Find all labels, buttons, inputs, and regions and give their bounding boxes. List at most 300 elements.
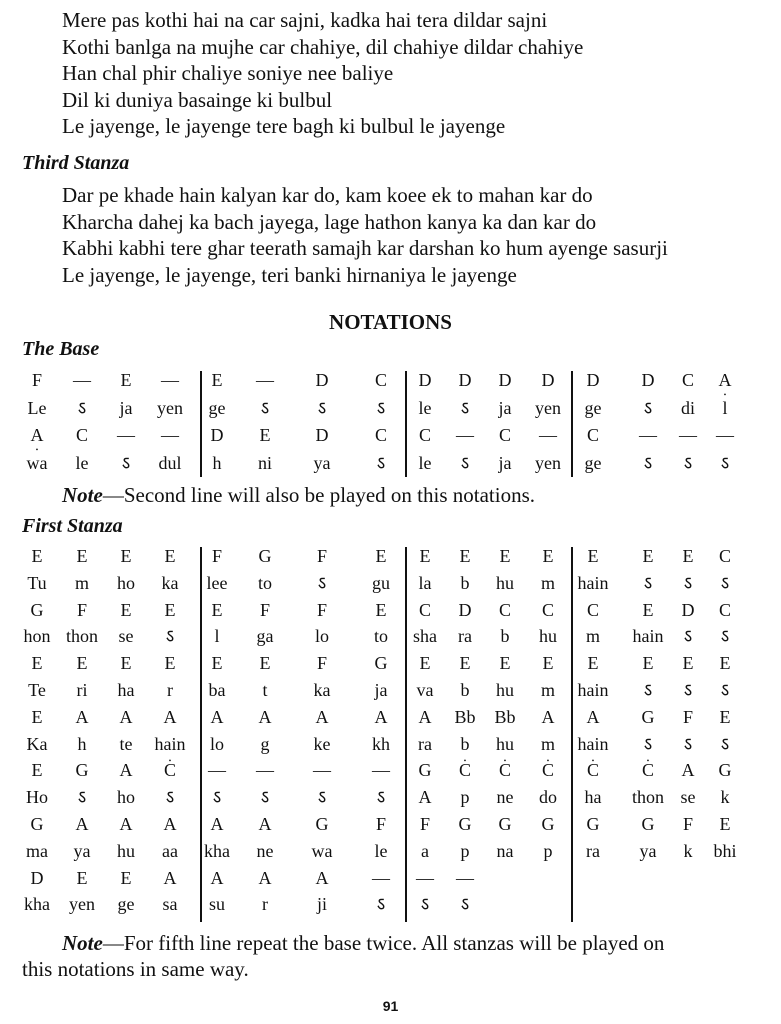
syllable-cell: ऽ [260,787,270,808]
syllable-cell: le [418,397,432,418]
bar-line [200,547,202,922]
syllable-cell: hain [632,626,664,647]
note-cell: Bb [454,706,476,727]
note-cell: C [718,599,731,620]
note-cell: A [586,706,600,727]
syllable-cell: ya [313,452,331,473]
syllable-cell: bhi [713,840,737,861]
note-cell: E [76,546,88,566]
note-cell: F [316,599,327,620]
syllable-cell: ऽ [317,397,327,418]
syllable-cell: ऽ [420,894,430,915]
note-cell: D [30,867,44,888]
note-cell: — [256,370,274,390]
note-cell: E [120,546,132,566]
note-cell: • C [523,757,573,783]
note-cell: A [119,760,133,781]
syllable-cell: Le [27,397,47,418]
syllable-cell: m [585,626,600,647]
syllable-cell: Ho [26,787,48,808]
syllable-cell: ha [584,787,602,808]
note-label: Note [62,931,103,955]
syllables-row [0,395,781,421]
syllable-cell: a [421,840,429,861]
note-cell: E [542,653,554,674]
syllable-cell: A [418,787,432,808]
bar-line [571,547,573,922]
third-stanza-heading: Third Stanza [22,152,130,174]
note-cell: E [459,546,471,566]
syllable-cell: p [460,840,470,861]
syllable-cell: kha [204,840,230,861]
lyric-line: Dar pe khade hain kalyan kar do, kam koee ek to mahan kar do [62,183,593,207]
syllable-cell: l [722,397,728,418]
syllable-cell: ja [374,680,388,700]
syllable-cell: ऽ [720,572,730,593]
note-cell: D [458,370,472,390]
syllable-cell: ऽ [165,787,175,808]
syllable-cell: ja [119,397,133,418]
syllable-cell: ऽ [460,894,470,915]
syllable-cell: ऽ [683,733,693,754]
note-cell: E [642,599,654,620]
note-cell: E [31,760,43,781]
syllable-cell: ऽ [77,397,87,418]
notes-row [0,650,781,676]
note-cell: A [163,814,177,834]
syllable-cell: Tu [27,572,47,593]
note-cell: E [211,599,223,620]
syllable-cell: l [214,626,220,647]
note-cell: E [587,653,599,674]
note-cell: F [419,814,430,834]
lyric-line: Han chal phir chaliye soniye nee baliye [62,61,394,85]
syllable-cell: b [460,680,470,700]
note-text: —For fifth line repeat the base twice. All stanzas will be played on [102,931,665,955]
syllable-cell: b [460,733,470,754]
syllable-cell: gu [372,572,390,593]
notes-row [0,543,781,569]
syllable-cell: ge [117,894,135,915]
syllable-cell: yen [69,894,95,915]
syllable-cell: ऽ [376,894,386,915]
page-number: 91 [382,998,399,1014]
syllable-cell: thon [65,626,98,647]
syllable-cell: di [680,397,695,418]
note-cell: • C [440,757,490,783]
note-cell: G [458,814,472,834]
syllable-cell: ho [117,787,135,808]
syllable-cell: ya [639,840,657,861]
syllable-cell: ऽ [317,572,327,593]
syllable-cell: ऽ [643,680,653,700]
syllable-cell: hain [154,733,186,754]
note-cell: C [586,425,599,445]
note-cell: F [682,706,693,727]
note-cell: — [456,867,474,888]
note-cell: G [315,814,329,834]
note-cell: — [679,425,697,445]
syllables-row [0,891,781,917]
note-cell: E [587,546,599,566]
note-cell: E [499,546,511,566]
note-cell: — [208,760,226,781]
syllable-cell: hu [117,840,135,861]
syllable-cell: ऽ [720,680,730,700]
syllable-cell: sha [413,626,437,647]
syllable-cell: ra [586,840,600,861]
note-cell: E [682,546,694,566]
note-cell: D [641,370,655,390]
syllable-cell: h [212,452,222,473]
note-cell: A [163,867,177,888]
notes-row [0,597,781,623]
syllable-cell: ra [418,733,432,754]
note-cell: G [641,814,655,834]
lyric-line: Kabhi kabhi tere ghar teerath samajh kar darshan ko hum ayenge sasurji [62,236,668,260]
note-cell: C [541,599,554,620]
syllable-cell: na [496,840,514,861]
note-cell: G [641,706,655,727]
syllable-cell: ke [313,733,331,754]
note-cell: • C [480,757,530,783]
note-cell: C [498,425,511,445]
syllable-cell: yen [535,397,561,418]
syllable-cell: va [416,680,434,700]
note-cell: D [210,425,224,445]
syllable-cell: ऽ [317,787,327,808]
note-cell: E [31,653,43,674]
note-cell: A [681,760,695,781]
syllable-cell: kh [372,733,390,754]
syllable-cell: wa [26,452,48,473]
note-cell: G [718,760,732,781]
syllable-cell: se [118,626,134,647]
first-stanza-note [62,930,664,956]
note-cell: A [163,706,177,727]
syllable-cell: hu [496,680,514,700]
note-cell: A [119,814,133,834]
note-cell: F [31,370,42,390]
syllable-cell: ji [316,894,327,915]
syllable-cell: hain [577,680,609,700]
syllable-cell: b [460,572,470,593]
syllable-cell: wa [311,840,333,861]
note-cell: Bb [494,706,516,727]
syllable-cell: m [540,572,555,593]
bar-line [405,547,407,922]
syllable-cell: r [262,894,268,915]
note-cell: A [374,706,388,727]
note-cell: E [120,599,132,620]
syllable-cell: m [540,680,555,700]
note-cell: G [418,760,432,781]
note-cell: D [418,370,432,390]
syllable-cell: g [260,733,270,754]
note-cell: E [164,599,176,620]
note-cell: D [458,599,472,620]
syllable-cell: ge [584,452,602,473]
syllable-cell: thon [631,787,664,808]
note-cell: G [30,599,44,620]
note-cell: — [639,425,657,445]
note-cell: E [642,653,654,674]
syllable-cell: ऽ [376,452,386,473]
note-cell: — [456,425,474,445]
note-cell: E [76,867,88,888]
syllable-cell: ma [26,840,48,861]
note-cell: F [211,546,222,566]
syllable-cell: su [208,894,225,915]
notes-row [0,865,781,891]
syllables-row [0,450,781,476]
syllable-cell: t [262,680,268,700]
note-cell: F [259,599,270,620]
note-cell: A • [12,422,62,448]
first-stanza-note-cont: this notations in same way. [22,957,249,981]
syllable-cell: ge [208,397,226,418]
note-cell: — [313,760,331,781]
syllable-cell: ya [73,840,91,861]
note-cell: • C [623,757,673,783]
note-cell: E [31,546,43,566]
syllable-cell: ba [208,680,226,700]
note-cell: E [419,546,431,566]
syllable-cell: lee [206,572,228,593]
note-cell: A • [700,367,750,393]
syllable-cell: ho [117,572,135,593]
note-cell: E [120,653,132,674]
syllable-cell: hu [496,572,514,593]
note-cell: E [164,653,176,674]
note-cell: E [211,370,223,390]
syllable-cell: b [500,626,510,647]
syllable-cell: le [75,452,89,473]
note-cell: E [719,653,731,674]
note-cell: D [541,370,555,390]
syllable-cell: m [74,572,89,593]
syllable-cell: ऽ [643,452,653,473]
syllable-cell: yen [157,397,183,418]
note-cell: — [372,867,390,888]
bar-line [405,371,407,477]
note-cell: C [374,425,387,445]
note-cell: G [541,814,555,834]
syllable-cell: hain [577,733,609,754]
note-cell: • C [145,757,195,783]
note-cell: — [416,867,434,888]
note-cell: A [258,867,272,888]
syllable-cell: ga [256,626,274,647]
note-cell: F [682,814,693,834]
syllables-row [0,838,781,864]
bar-line [571,371,573,477]
note-cell: E [642,546,654,566]
note-cell: A [541,706,555,727]
syllable-cell: ऽ [720,452,730,473]
syllable-cell: ऽ [643,397,653,418]
note-cell: A [75,814,89,834]
syllable-cell: ni [257,452,272,473]
syllable-cell: hon [23,626,51,647]
syllable-cell: lo [209,733,224,754]
note-cell: A [418,706,432,727]
base-note [62,482,535,508]
note-cell: E [120,867,132,888]
syllable-cell: ka [161,572,179,593]
syllable-cell: p [460,787,470,808]
lyric-line: Le jayenge, le jayenge tere bagh ki bulbul le jayenge [62,114,506,138]
syllable-cell: ri [76,680,88,700]
note-cell: G [258,546,272,566]
note-cell: G [374,653,388,674]
syllable-cell: Ka [26,733,48,754]
note-cell: C [418,599,431,620]
syllable-cell: ha [117,680,135,700]
syllables-row [0,623,781,649]
note-cell: E [211,653,223,674]
notes-row [0,367,781,393]
syllable-cell: ka [313,680,331,700]
syllable-cell: lo [314,626,329,647]
syllable-cell: ja [498,452,512,473]
syllable-cell: ऽ [683,626,693,647]
note-cell: E [682,653,694,674]
syllable-cell: m [540,733,555,754]
syllable-cell: ऽ [720,626,730,647]
note-cell: C [374,370,387,390]
note-cell: C [418,425,431,445]
syllable-cell: ne [256,840,274,861]
first-stanza-heading: First Stanza [22,515,123,537]
syllable-cell: hu [496,733,514,754]
note-cell: C [75,425,88,445]
syllables-row [0,570,781,596]
syllable-cell: ऽ [460,452,470,473]
syllable-cell: ऽ [720,733,730,754]
note-cell: — [73,370,91,390]
syllable-cell: ऽ [683,680,693,700]
syllable-cell: do [539,787,557,808]
lyric-line: Mere pas kothi hai na car sajni, kadka hai tera dildar sajni [62,8,548,32]
syllable-cell: Te [28,680,46,700]
lyric-line: Dil ki duniya basainge ki bulbul [62,87,333,112]
lyric-line: Le jayenge, le jayenge, teri banki hirnaniya le jayenge [62,262,517,287]
syllable-cell: ऽ [165,626,175,647]
note-cell: E [375,546,387,566]
note-cell: F [316,546,327,566]
note-cell: A [210,867,224,888]
syllable-cell: ऽ [683,572,693,593]
note-cell: G [75,760,89,781]
note-label: Note [62,483,103,507]
note-cell: — [117,425,135,445]
syllable-cell: ऽ [260,397,270,418]
note-cell: E [499,653,511,674]
note-cell: F [316,653,327,674]
note-cell: E [164,546,176,566]
note-text: —Second line will also be played on this notations. [102,483,536,507]
note-cell: E [459,653,471,674]
note-cell: F [76,599,87,620]
syllable-cell: ne [496,787,514,808]
note-cell: E [719,706,731,727]
base-heading: The Base [22,338,100,360]
syllable-cell: ge [584,397,602,418]
syllable-cell: p [543,840,553,861]
syllable-cell: le [374,840,388,861]
notations-title: NOTATIONS [329,310,452,334]
note-cell: A [258,814,272,834]
syllable-cell: ऽ [121,452,131,473]
note-cell: D [315,370,329,390]
syllable-cell: ऽ [683,452,693,473]
notes-row [0,704,781,730]
syllable-cell: hain [577,572,609,593]
note-cell: E [259,425,271,445]
syllable-cell: k [720,787,730,808]
note-cell: • C [568,757,618,783]
note-cell: A [119,706,133,727]
note-cell: — [161,425,179,445]
syllable-cell: k [683,840,693,861]
note-cell: C [498,599,511,620]
note-cell: A [315,706,329,727]
syllables-row [0,784,781,810]
syllable-cell: ra [458,626,472,647]
notes-row [0,422,781,448]
note-cell: D [315,425,329,445]
note-cell: — [161,370,179,390]
syllable-cell: sa [162,894,178,915]
note-cell: — [716,425,734,445]
note-cell: — [539,425,557,445]
syllable-cell: h [77,733,87,754]
note-cell: E [419,653,431,674]
syllable-cell: r [167,680,173,700]
note-cell: G [586,814,600,834]
note-cell: E [31,706,43,727]
syllable-cell: hu [539,626,557,647]
note-cell: D [681,599,695,620]
lyric-line: Kothi banlga na mujhe car chahiye, dil chahiye dildar chahiye [62,34,584,59]
note-cell: E [719,814,731,834]
syllable-cell: ऽ [643,572,653,593]
note-cell: D [586,370,600,390]
notes-row [0,811,781,837]
note-cell: — [256,760,274,781]
syllable-cell: to [373,626,388,647]
syllable-cell: to [257,572,272,593]
note-cell: G [30,814,44,834]
syllable-cell: aa [162,840,178,861]
syllable-cell: ऽ [460,397,470,418]
note-cell: E [542,546,554,566]
note-cell: A [315,867,329,888]
syllable-cell: se [680,787,696,808]
syllable-cell: ऽ [643,733,653,754]
syllables-row [0,677,781,703]
syllable-cell: ऽ [376,397,386,418]
syllable-cell: le [418,452,432,473]
note-cell: C [718,546,731,566]
note-cell: A [258,706,272,727]
note-cell: A [210,814,224,834]
note-cell: E [120,370,132,390]
note-cell: D [498,370,512,390]
lyric-line: Kharcha dahej ka bach jayega, lage hathon kanya ka dan kar do [62,209,597,234]
syllable-cell: dul [158,452,182,473]
